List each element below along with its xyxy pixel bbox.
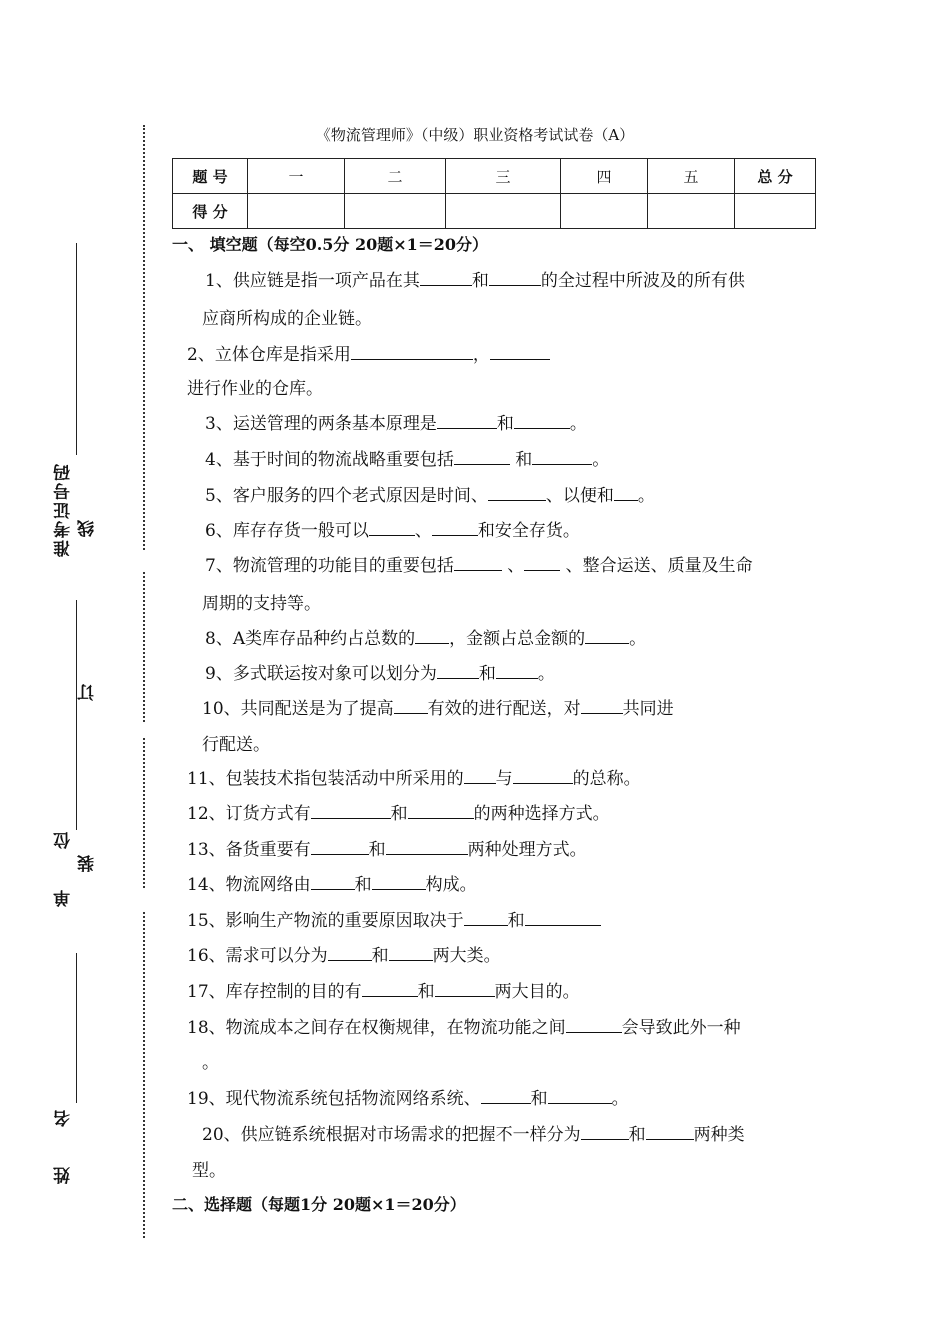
score-label: 得 分: [173, 194, 248, 229]
column-header: 三: [446, 159, 561, 194]
answer-blank[interactable]: [514, 412, 570, 429]
question-17: 17、库存控制的目的有 和 两大目的。: [187, 982, 580, 1002]
score-cell[interactable]: [735, 194, 816, 229]
answer-blank[interactable]: [420, 269, 472, 286]
question-12: 12、订货方式有 和 的两种选择方式。: [187, 804, 610, 824]
answer-blank[interactable]: [369, 519, 415, 536]
question-9: 9、多式联运按对象可以划分为 和 。: [205, 664, 555, 684]
column-header-total: 总 分: [735, 159, 816, 194]
answer-blank[interactable]: [489, 269, 541, 286]
question-14: 14、物流网络由 和 构成。: [187, 875, 477, 895]
unit-label-1: 位: [54, 830, 74, 849]
answer-blank[interactable]: [437, 662, 479, 679]
column-header: 四: [561, 159, 648, 194]
answer-blank[interactable]: [311, 873, 355, 890]
answer-blank[interactable]: [614, 484, 638, 501]
question-10-cont: 行配送。: [202, 735, 270, 755]
score-cell[interactable]: [561, 194, 648, 229]
admission-number-label: 准考证号码: [54, 462, 74, 557]
answer-blank[interactable]: [464, 767, 496, 784]
line-label: 线: [78, 518, 98, 537]
answer-blank[interactable]: [524, 554, 560, 571]
admission-number-line: [76, 243, 77, 455]
answer-blank[interactable]: [585, 627, 629, 644]
answer-blank[interactable]: [311, 802, 391, 819]
question-2-cont: 进行作业的仓库。: [187, 379, 323, 399]
answer-blank[interactable]: [351, 343, 473, 360]
answer-blank[interactable]: [464, 909, 508, 926]
answer-blank[interactable]: [454, 554, 502, 571]
question-3: 3、运送管理的两条基本原理是 和 。: [205, 414, 587, 434]
question-2: 2、立体仓库是指采用 ，: [187, 340, 550, 365]
answer-blank[interactable]: [581, 697, 623, 714]
question-number-label: 题 号: [173, 159, 248, 194]
column-header: 一: [248, 159, 345, 194]
question-7-cont: 周期的支持等。: [202, 594, 321, 614]
score-cell[interactable]: [648, 194, 735, 229]
answer-blank[interactable]: [481, 1087, 531, 1104]
answer-blank[interactable]: [389, 944, 433, 961]
answer-blank[interactable]: [311, 838, 369, 855]
answer-blank[interactable]: [386, 838, 468, 855]
section-1-heading: 一、 填空题（每空0.5分 20题×1＝20分）: [172, 235, 489, 254]
question-15: 15、影响生产物流的重要原因取决于 和: [187, 906, 601, 931]
question-18-cont: 。: [202, 1053, 219, 1073]
answer-blank[interactable]: [432, 519, 478, 536]
question-5: 5、客户服务的四个老式原因是时间、 、以便和 。: [205, 486, 655, 506]
answer-blank[interactable]: [532, 448, 592, 465]
answer-blank[interactable]: [488, 484, 546, 501]
question-16: 16、需求可以分为 和 两大类。: [187, 946, 501, 966]
question-20-cont: 型。: [192, 1161, 226, 1181]
answer-blank[interactable]: [362, 980, 418, 997]
staple-label: 装: [78, 853, 98, 872]
question-13: 13、备货重要有 和 两种处理方式。: [187, 840, 587, 860]
question-18: 18、物流成本之间存在权衡规律，在物流功能之间 会导致此外一种: [187, 1018, 741, 1038]
score-cell[interactable]: [345, 194, 446, 229]
name-line: [76, 953, 77, 1103]
binding-line-dots: [143, 125, 145, 550]
score-table-score-row: [173, 194, 816, 229]
question-11: 11、包装技术指包装活动中所采用的 与 的总称。: [187, 769, 641, 789]
name-label-1: 名: [54, 1108, 74, 1127]
answer-blank[interactable]: [566, 1016, 622, 1033]
answer-blank[interactable]: [435, 980, 495, 997]
question-8: 8、A类库存品种约占总数的 ，金额占总金额的 。: [205, 629, 647, 649]
question-10: 10、共同配送是为了提高 有效的进行配送，对 共同进: [202, 699, 674, 719]
section-2-heading: 二、选择题（每题1分 20题×1＝20分）: [172, 1195, 466, 1214]
column-header: 五: [648, 159, 735, 194]
question-19: 19、现代物流系统包括物流网络系统、 和 。: [187, 1089, 629, 1109]
question-7: 7、物流管理的功能目的重要包括 、 、整合运送、质量及生命: [205, 556, 753, 576]
answer-blank[interactable]: [646, 1123, 694, 1140]
unit-line: [76, 600, 77, 830]
binding-line-dots: [143, 912, 145, 1238]
answer-blank[interactable]: [525, 909, 601, 926]
answer-blank[interactable]: [394, 697, 428, 714]
answer-blank[interactable]: [328, 944, 372, 961]
question-1: 1、供应链是指一项产品在其 和 的全过程中所波及的所有供: [205, 271, 745, 291]
answer-blank[interactable]: [548, 1087, 612, 1104]
answer-blank[interactable]: [490, 343, 550, 360]
question-6: 6、库存存货一般可以 、 和安全存货。: [205, 521, 580, 541]
name-label-2: 姓: [54, 1165, 74, 1184]
unit-label-2: 单: [54, 888, 74, 907]
score-table: [172, 158, 816, 229]
question-20: 20、供应链系统根据对市场需求的把握不一样分为 和 两种类: [202, 1125, 745, 1145]
answer-blank[interactable]: [415, 627, 449, 644]
score-table-header-row: [173, 159, 816, 194]
exam-title: 《物流管理师》（中级）职业资格考试试卷（A）: [315, 126, 635, 144]
binding-line-dots: [143, 572, 145, 722]
bind-label: 订: [78, 682, 98, 701]
question-4: 4、基于时间的物流战略重要包括 和 。: [205, 450, 610, 470]
question-1-cont: 应商所构成的企业链。: [202, 309, 372, 329]
score-cell[interactable]: [248, 194, 345, 229]
answer-blank[interactable]: [408, 802, 474, 819]
answer-blank[interactable]: [372, 873, 426, 890]
column-header: 二: [345, 159, 446, 194]
answer-blank[interactable]: [437, 412, 497, 429]
answer-blank[interactable]: [513, 767, 573, 784]
score-cell[interactable]: [446, 194, 561, 229]
answer-blank[interactable]: [454, 448, 510, 465]
answer-blank[interactable]: [496, 662, 538, 679]
binding-line-dots: [143, 738, 145, 888]
answer-blank[interactable]: [581, 1123, 629, 1140]
